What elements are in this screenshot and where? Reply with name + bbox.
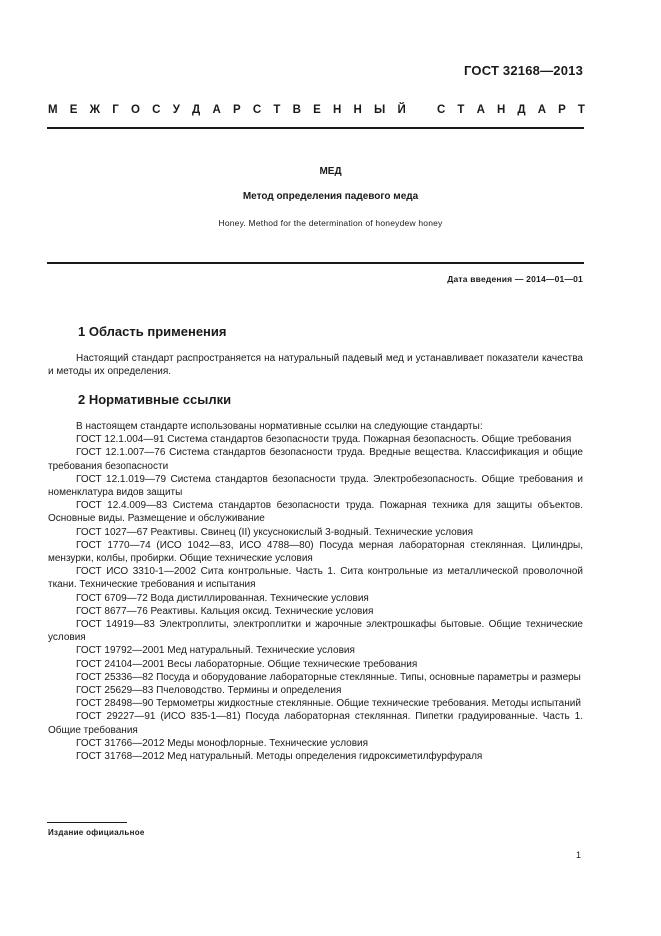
interstate-standard-heading (48, 104, 585, 116)
reference-item: ГОСТ 14919—83 Электроплиты, электроплитки и жарочные электрошкафы бытовые. Общие технические условия (48, 619, 583, 644)
reference-item: ГОСТ 28498—90 Термометры жидкостные стеклянные. Общие технические требования. Методы испытаний (76, 698, 581, 710)
heading-letter: Й (397, 104, 406, 116)
reference-item: ГОСТ 12.4.009—83 Система стандартов безопасности труда. Пожарная техника для защиты объектов. Основные виды. Размещение и обслуживание (48, 500, 583, 525)
heading-letter: Ы (374, 104, 386, 116)
heading-letter: С (437, 104, 446, 116)
heading-letter: А (212, 104, 221, 116)
standard-code: ГОСТ 32168—2013 (464, 63, 583, 78)
section-heading-references: 2 Нормативные ссылки (78, 392, 232, 407)
interstate-word (48, 104, 406, 116)
heading-letter: Т (457, 104, 465, 116)
reference-item: ГОСТ 29227—91 (ИСО 835-1—81) Посуда лабораторная стеклянная. Пипетки градуированные. Часть 1. Общие требования (48, 711, 583, 736)
reference-item: ГОСТ 1770—74 (ИСО 1042—83, ИСО 4788—80) Посуда мерная лабораторная стеклянная. Цилиндры, мензурки, колбы, пробирки. Общие технические условия (48, 539, 583, 565)
heading-letter: Е (69, 104, 78, 116)
standard-word (437, 104, 585, 116)
section-heading-scope: 1 Область применения (78, 324, 227, 339)
references-intro: В настоящем стандарте использованы нормативные ссылки на следующие стандарты: (76, 421, 483, 432)
reference-item: ГОСТ 19792—2001 Мед натуральный. Технические условия (76, 645, 355, 657)
footer-rule (47, 822, 127, 823)
heading-letter: Н (332, 104, 342, 116)
heading-letter: У (172, 104, 180, 116)
heading-letter: Р (232, 104, 241, 116)
reference-item: ГОСТ 25336—82 Посуда и оборудование лабораторные стеклянные. Типы, основные параметры и размеры (76, 671, 581, 683)
heading-letter: Г (112, 104, 119, 116)
reference-item: ГОСТ 25629—83 Пчеловодство. Термины и определения (76, 685, 342, 697)
official-edition-note: Издание официальное (48, 828, 145, 837)
heading-letter: М (48, 104, 58, 116)
reference-item: ГОСТ 1027—67 Реактивы. Свинец (II) уксуснокислый 3-водный. Технические условия (76, 526, 474, 538)
reference-item: ГОСТ 12.1.007—76 Система стандартов безопасности труда. Вредные вещества. Классификация и общие требования безопасности (48, 447, 583, 472)
heading-letter: Т (577, 104, 585, 116)
section-scope-body (48, 352, 583, 378)
document-title: МЕД (319, 166, 342, 177)
reference-item: ГОСТ 24104—2001 Весы лабораторные. Общие технические требования (76, 658, 418, 670)
reference-item: ГОСТ 12.1.019—79 Система стандартов безопасности труда. Электробезопасность. Общие требования и номенклатура видов защиты (48, 473, 583, 499)
top-rule (47, 127, 584, 129)
heading-letter: Н (353, 104, 362, 116)
heading-letter: О (131, 104, 140, 116)
heading-letter: Р (558, 104, 566, 116)
reference-item: ГОСТ 6709—72 Вода дистиллированная. Технические условия (76, 592, 369, 604)
reference-item: ГОСТ ИСО 3310-1—2002 Сита контрольные. Часть 1. Сита контрольные из металлической проволочной ткани. Технические требования и испытания (48, 566, 583, 591)
introduction-date: Дата введения — 2014—01—01 (447, 274, 583, 284)
reference-item: ГОСТ 12.1.004—91 Система стандартов безопасности труда. Пожарная безопасность. Общие требования (76, 434, 572, 446)
scope-paragraph: Настоящий стандарт распространяется на натуральный падевый мед и устанавливает показатели качества и методы их определения. (48, 353, 583, 378)
heading-letter: Е (313, 104, 321, 116)
heading-letter: Н (496, 104, 506, 116)
heading-letter: А (476, 104, 485, 116)
heading-letter: Т (273, 104, 281, 116)
reference-item: ГОСТ 31766—2012 Меды монофлорные. Технические условия (76, 737, 369, 749)
title-rule (47, 262, 584, 264)
heading-letter: С (152, 104, 161, 116)
english-title: Honey. Method for the determination of honeydew honey (218, 218, 443, 228)
heading-letter: В (292, 104, 301, 116)
heading-letter: А (537, 104, 547, 116)
heading-letter: Д (192, 104, 201, 116)
document-subtitle: Метод определения падевого меда (242, 191, 419, 202)
reference-item: ГОСТ 31768—2012 Мед натуральный. Методы определения гидроксиметилфурфураля (76, 751, 483, 763)
heading-letter: С (252, 104, 262, 116)
heading-letter: Ж (89, 104, 101, 116)
heading-letter: Д (517, 104, 526, 116)
reference-item: ГОСТ 8677—76 Реактивы. Кальция оксид. Технические условия (76, 605, 374, 617)
page-number: 1 (575, 850, 581, 860)
references-list (48, 420, 583, 763)
